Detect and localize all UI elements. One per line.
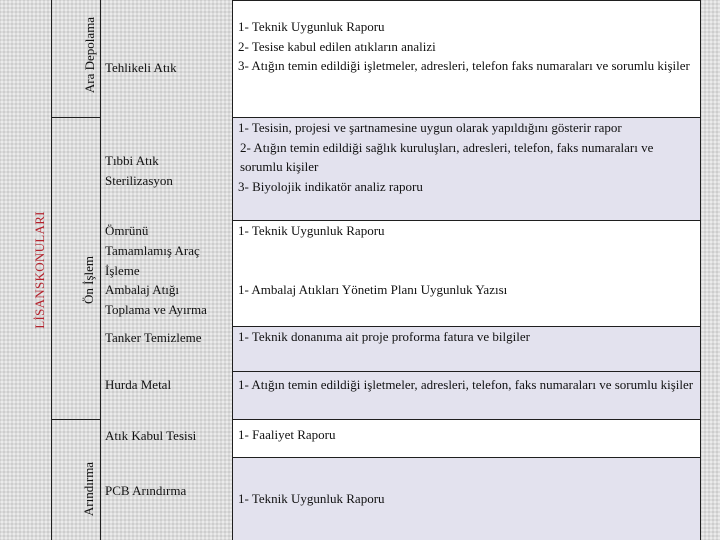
row-label-omrunu-tamamlamis-arac: Ömrünü Tamamlamış Araç İşleme xyxy=(105,223,200,278)
row-requirements-tibbi-atik xyxy=(238,118,696,196)
category-on-islem: Ön İşlem xyxy=(81,255,96,305)
row-requirements-omrunu-tamamlamis-arac xyxy=(238,221,696,241)
requirement-item: 3- Biyolojik indikatör analiz raporu xyxy=(238,178,423,194)
requirement-item: 1- Tesisin, projesi ve şartnamesine uygun olarak yapıldığını gösterir rapor xyxy=(238,120,622,135)
row-requirements-tehlikeli-atik xyxy=(238,17,696,76)
category-arindirma: Arındırma xyxy=(81,461,96,517)
row-label-tehlikeli-atik: Tehlikeli Atık xyxy=(105,60,177,75)
requirement-item: 1- Faaliyet Raporu xyxy=(238,427,336,442)
requirement-item: 1- Teknik donanıma ait proje proforma fatura ve bilgiler xyxy=(238,329,530,344)
requirement-item: 1- Teknik Uygunluk Raporu xyxy=(238,19,385,34)
right-margin xyxy=(700,0,720,540)
requirement-item: 3- Atığın temin edildiği işletmeler, adresleri, telefon faks numaraları ve sorumlu kişiler xyxy=(238,58,690,73)
row-label-atik-kabul-tesisi: Atık Kabul Tesisi xyxy=(105,428,197,443)
row-label-tanker-temizleme: Tanker Temizleme xyxy=(105,330,202,345)
requirement-item: 1- Atığın temin edildiği işletmeler, adresleri, telefon, faks numaraları ve sorumlu kişiler xyxy=(238,377,694,392)
row-label-hurda-metal: Hurda Metal xyxy=(105,377,172,392)
category-ara-depolama: Ara Depolama xyxy=(82,16,97,94)
row-label-ambalaj-atigi: Ambalaj Atığı Toplama ve Ayırma xyxy=(105,282,207,317)
requirement-item: 2- Tesise kabul edilen atıkların analizi xyxy=(238,38,436,54)
row-label-pcb-arindirma: PCB Arındırma xyxy=(105,483,187,498)
requirement-item: 1- Teknik Uygunluk Raporu xyxy=(238,223,385,238)
requirement-item: 1- Teknik Uygunluk Raporu xyxy=(238,491,385,506)
requirement-item: 2- Atığın temin edildiği sağlık kuruluşları, adresleri, telefon, faks numaraları ve sorumlu kişiler xyxy=(240,139,654,174)
row-requirements-ambalaj-atigi xyxy=(238,280,696,300)
requirement-item: 1- Ambalaj Atıkları Yönetim Planı Uygunluk Yazısı xyxy=(238,282,508,297)
row-requirements-hurda-metal xyxy=(238,375,696,395)
row-requirements-pcb-arindirma xyxy=(238,489,696,509)
row-requirements-tanker-temizleme xyxy=(238,327,696,347)
row-requirements-atik-kabul-tesisi xyxy=(238,425,696,445)
row-label-tibbi-atik: Tıbbi Atık Sterilizasyon xyxy=(105,153,173,188)
category-licensing: LİSANSKONULARI xyxy=(32,211,47,329)
